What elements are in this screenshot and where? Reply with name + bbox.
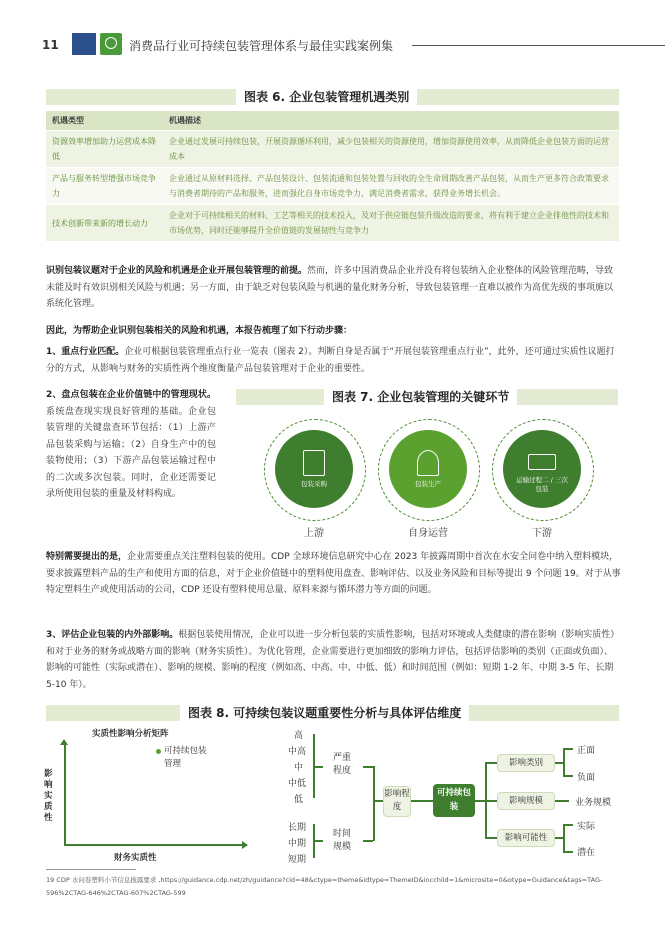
scale-item: 业务规模 [575, 798, 612, 808]
paragraph-1-lead: 识别包装议题对于企业的风险和机遇是企业开展包装管理的前提。 [46, 266, 308, 276]
node-caption: 自身运营 [408, 528, 448, 539]
report-logo-icon [72, 33, 96, 55]
key-links-diagram [246, 416, 618, 540]
paragraph-5 [46, 549, 621, 599]
footnote: 19 CDP 水问卷塑料小节信息披露要求 ,https://guidance.cdp.net/zh/guidance?cid=48&ctype=theme&idtype=ThemeID&incchild=1&microsite=0&otype=Guidance&tags=TAG-596%2CTAG-646%2CTAG-607%2CTAG-599 [46, 876, 603, 897]
matrix-point [156, 749, 161, 754]
opportunity-type: 技术创新带来新的增长动力 [46, 205, 163, 242]
matrix-title: 实质性影响分析矩阵 [92, 729, 169, 739]
connector-line [555, 762, 563, 764]
bracket-line [313, 840, 323, 842]
likelihood-item: 潜在 [577, 848, 596, 858]
connector-line [411, 800, 433, 802]
node-procurement [275, 430, 353, 508]
category-box: 影响类别 [497, 754, 555, 772]
connector-line [485, 762, 497, 764]
connector-line [563, 824, 573, 826]
col-header-type: 机遇类型 [46, 111, 163, 131]
fig8-title-bar [46, 705, 619, 721]
fig6-title-bar [46, 89, 619, 105]
level-label: 低 [294, 795, 304, 805]
term-label: 短期 [288, 855, 307, 865]
bracket-line [363, 840, 373, 842]
paragraph-2-lead: 因此，为帮助企业识别包装相关的风险和机遇，本报告梳理了如下行动步骤： [46, 326, 353, 336]
table-row [46, 131, 619, 168]
fig7-title: 图表 7. 企业包装管理的关键环节 [324, 389, 517, 405]
node-production [389, 430, 467, 508]
level-label: 中 [294, 763, 304, 773]
timescale-label: 时间规模 [333, 829, 352, 852]
paragraph-3 [46, 344, 621, 377]
fig7-title-bar [236, 389, 618, 405]
clipboard-icon [303, 450, 325, 476]
footnote-divider [46, 869, 136, 870]
connector-line [555, 800, 569, 802]
header-title: 消费品行业可持续包装管理体系与最佳实践案例集 [129, 39, 394, 53]
bracket-line [313, 766, 323, 768]
connector-line [563, 748, 565, 776]
level-label: 高 [294, 731, 304, 741]
opportunity-desc: 企业通过从原材料选择、产品包装设计、包装流通和包装处置与回收的全生命周期改善产品包装，从而生产更多符合政策要求与消费者期待的产品和服务，进而强化自身市场竞争力，满足消费者需求，获得业务增长机会。 [163, 168, 619, 205]
matrix-x-label: 财务实质性 [114, 853, 157, 863]
x-arrow-icon [242, 841, 248, 849]
node-caption: 下游 [532, 528, 552, 539]
paragraph-3-lead: 1、重点行业匹配。 [46, 347, 125, 357]
scale-box: 影响规模 [497, 792, 555, 810]
page-header [0, 0, 665, 60]
connector-line [563, 824, 565, 852]
degree-label: 严重程度 [333, 753, 352, 776]
opportunity-type: 资源效率增加助力运营成本降低 [46, 131, 163, 168]
bracket-line [363, 766, 373, 768]
opportunity-type: 产品与服务转型增强市场竞争力 [46, 168, 163, 205]
connector-line [563, 775, 573, 777]
level-label: 中高 [288, 747, 307, 757]
node-transport [503, 430, 581, 508]
matrix-y-label: 影响实质性 [44, 769, 53, 823]
paragraph-6-text: 根据包装使用情况，企业可以进一步分析包装的实质性影响，包括对环境或人类健康的潜在影响（影响实质性）和对于业务的财务或战略方面的影响（财务实质性）。为优化管理，企业需要进行更加细致的影响力评估，包括评估影响的类别（正面或负面）、影响的可能性（实际或潜在）、影响的规模、影响的程度（例如高、中高、中、中低、低）和时间范围（例如：短期 1-2 年、中期 3-5 年、长期 5-10 年）。 [46, 630, 620, 690]
opportunity-desc: 企业通过发展可持续包装，开展资源循环利用，减少包装相关的资源使用，增加资源使用效率，从而降低企业包装方面的运营成本 [163, 131, 619, 168]
x-axis [64, 844, 244, 846]
table-row [46, 168, 619, 205]
paragraph-2 [46, 323, 621, 340]
term-label: 中期 [288, 839, 307, 849]
paragraph-1-text: 然而，许多中国消费品企业并没有将包装纳入企业整体的风险管理范畴，导致未能及时有效识别相关风险与机遇；另一方面，由于缺乏对包装风险与机遇的量化财务分析，导致包装管理一直难以被作为高优先级的事项施以系统化管理。 [46, 266, 614, 309]
fig8-title: 图表 8. 可持续包装议题重要性分析与具体评估维度 [180, 705, 469, 721]
paragraph-6 [46, 627, 621, 693]
bracket-line [373, 800, 383, 802]
connector-line [563, 851, 573, 853]
node-label: 运输过程二 / 三次包装 [516, 476, 568, 493]
organization-logo-icon [100, 33, 122, 55]
connector-line [485, 837, 497, 839]
paragraph-3-text: 企业可根据包装管理重点行业一览表（图表 2）。判断自身是否属于“开展包装管理重点行业”，此外，还可通过实质性议题打分的方式，从影响与财务的实质性两个维度衡量产品包装管理对于企业的重要性。 [46, 347, 615, 374]
table-row [46, 205, 619, 242]
paragraph-5-text: 企业需要重点关注塑料包装的使用。CDP 全球环境信息研究中心在 2023 年披露周期中首次在水安全问卷中纳入塑料模块，要求披露塑料产品的生产和使用方面的信息，对于企业价值链中的塑料使用盘查、影响评估、以及业务风险和目标等提出 9 个问题 19。对于从事特定塑料生产或使用活动的公司，CDP 还设有塑料使用总量、原料来源与循环潜力等方面的问题。 [46, 552, 621, 595]
level-label: 中低 [288, 779, 307, 789]
fig6-title: 图表 6. 企业包装管理机遇类别 [236, 89, 417, 105]
bracket-line [373, 766, 375, 841]
y-axis [64, 743, 66, 845]
header-divider [412, 45, 665, 46]
connector-line [485, 800, 497, 802]
connector-line [475, 800, 485, 802]
term-label: 长期 [288, 823, 307, 833]
table-header [46, 111, 619, 131]
materiality-matrix [44, 727, 249, 862]
connector-line [555, 837, 563, 839]
center-node: 可持续包装 [433, 784, 475, 817]
node-label: 包装采购 [301, 480, 327, 488]
node-label: 包装生产 [415, 480, 441, 488]
likelihood-item: 实际 [577, 822, 596, 832]
category-item: 负面 [577, 773, 596, 783]
robot-arm-icon [417, 450, 439, 476]
category-item: 正面 [577, 746, 596, 756]
page-number: 11 [42, 38, 59, 52]
paragraph-4-text: 系统盘查现实现良好管理的基础。企业包装管理的关键盘查环节包括：（1）上游产品包装采购与运输；（2）自身生产中的包装物使用；（3）下游产品包装运输过程中的二次或多次包装。同时，企业还需要记录所使用包装的重量及材料构成。 [46, 406, 216, 499]
paragraph-4-lead: 2、盘点包装在企业价值链中的管理现状。 [46, 390, 216, 400]
connector-line [563, 748, 573, 750]
likelihood-box: 影响可能性 [497, 829, 555, 847]
conveyor-icon [528, 454, 556, 470]
influence-degree-box: 影响程度 [383, 786, 411, 817]
paragraph-6-lead: 3、评估企业包装的内外部影响。 [46, 630, 179, 640]
matrix-point-label: 可持续包装管理 [164, 746, 207, 769]
evaluation-dimensions-tree [255, 724, 625, 870]
paragraph-5-lead: 特别需要提出的是， [46, 552, 128, 562]
paragraph-1 [46, 263, 621, 313]
paragraph-4 [46, 387, 216, 503]
opportunity-table [46, 111, 619, 241]
col-header-desc: 机遇描述 [163, 111, 619, 131]
opportunity-desc: 企业对于可持续相关的材料、工艺等相关的技术投入，及对于供应链包装升级改造的要求，将有利于建立企业排他性的技术和市场优势，同时还能够提升全价值链的发展韧性与竞争力 [163, 205, 619, 242]
y-arrow-icon [60, 739, 68, 745]
node-caption: 上游 [304, 528, 324, 539]
